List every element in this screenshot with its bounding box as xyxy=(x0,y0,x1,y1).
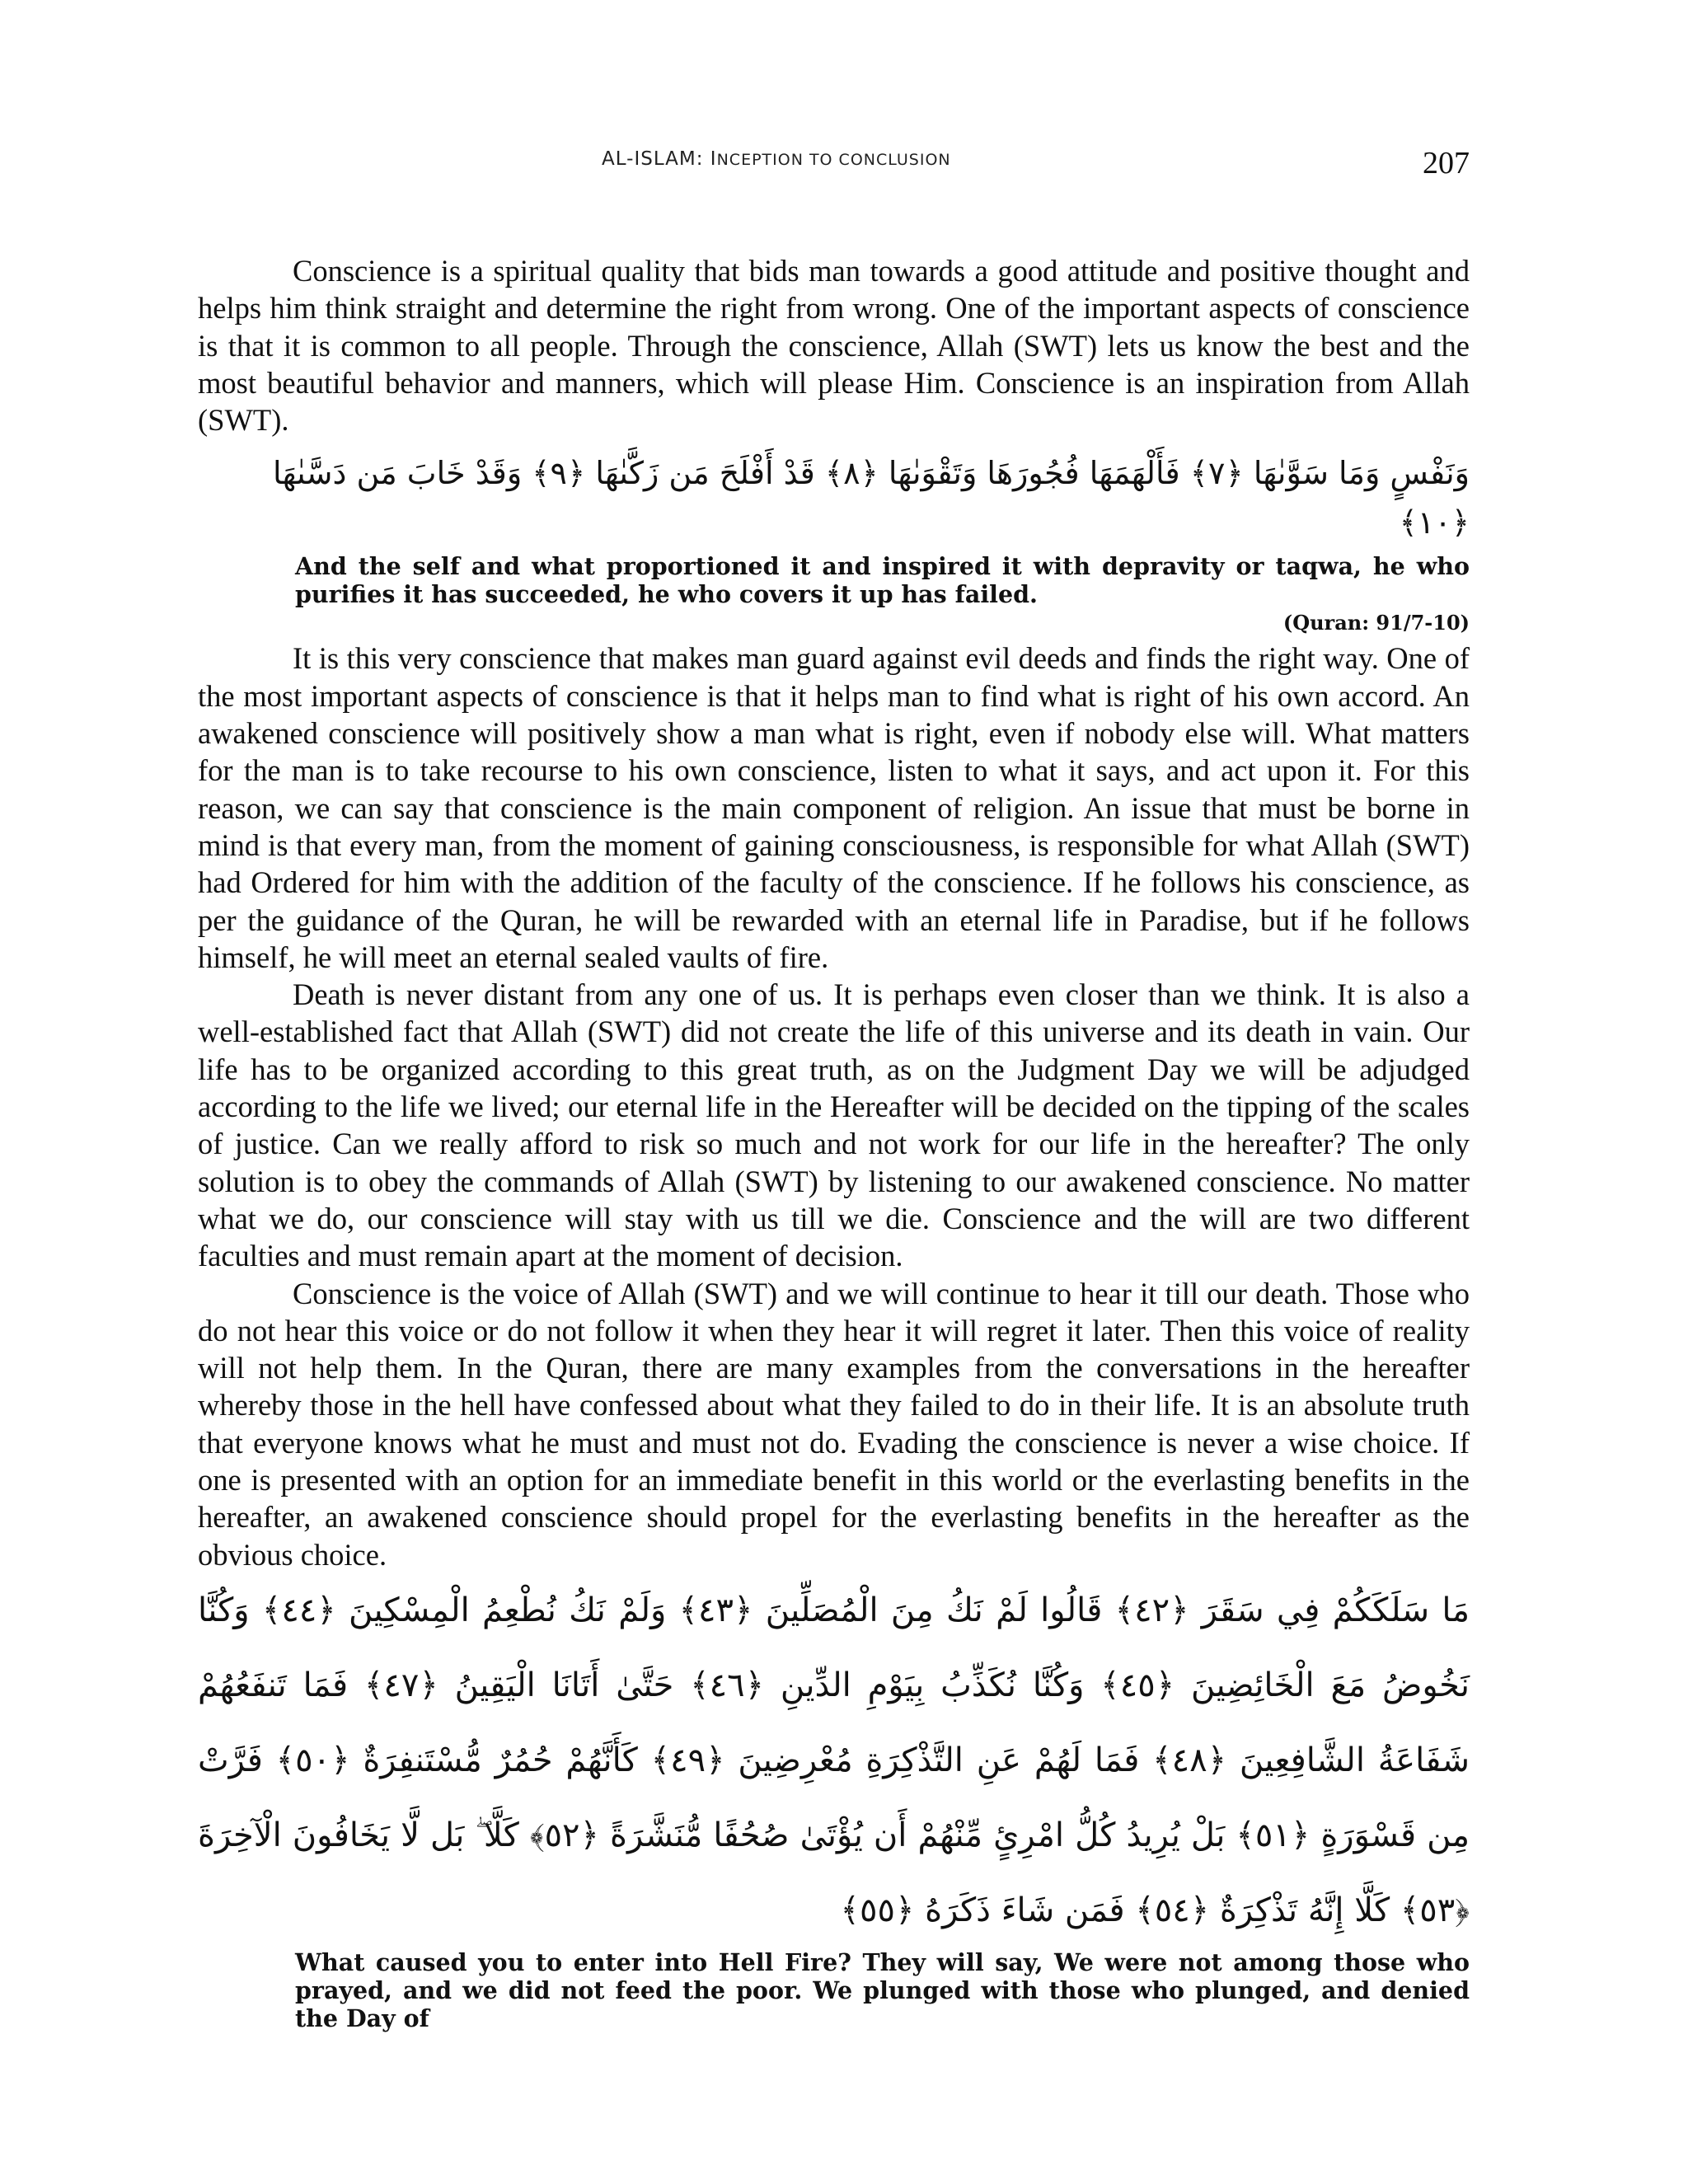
verse-translation-74: What caused you to enter into Hell Fire? They will say, We were not among those who prayed, and we did not feed the poor. We plunged with those who plunged, and denied the Day of xyxy=(295,1947,1470,2032)
running-title-rest: NCEPTION TO CONCLUSION xyxy=(716,151,951,169)
running-title xyxy=(602,148,951,170)
page-number: 207 xyxy=(1423,146,1470,180)
running-title-lead: AL-ISLAM: I xyxy=(602,148,717,170)
paragraph-3: Death is never distant from any one of us. It is perhaps even closer than we think. It is also a well-established fact that Allah (SWT) did not create the life of this universe and its death in vain. Our life has to be organized according to this great truth, as on the Judgment Day we will be adjudged according to the life we lived; our eternal life in the Hereafter will be decided on the tipping of the scales of justice. Can we really afford to risk so much and not work for our life in the hereafter? The only solution is to obey the commands of Allah (SWT) by listening to our awakened conscience. No matter what we do, our conscience will stay with us till we die. Conscience and the will are two different faculties and must remain apart at the moment of decision. xyxy=(198,977,1470,1273)
arabic-verse-91: وَنَفْسٍ وَمَا سَوَّىٰهَا ﴿٧﴾ فَأَلْهَمَهَا فُجُورَهَا وَتَقْوَىٰهَا ﴿٨﴾ قَدْ أَفْلَحَ مَن زَكَّىٰهَا ﴿٩﴾ وَقَدْ خَابَ مَن دَسَّىٰهَا ﴿١٠﴾ xyxy=(273,455,1470,541)
paragraph-1: Conscience is a spiritual quality that bids man towards a good attitude and positive thought and helps him think straight and determine the right from wrong. One of the important aspects of conscience is that it is common to all people. Through the conscience, Allah (SWT) lets us know the best and the most beautiful behavior and manners, which will please Him. Conscience is an inspiration from Allah (SWT). xyxy=(198,254,1470,438)
page-content xyxy=(198,252,1470,2032)
paragraph-2: It is this very conscience that makes man guard against evil deeds and finds the right way. One of the most important aspects of conscience is that it helps man to find what is right of his own accord. An awakened conscience will positively show a man what is right, even if nobody else will. What matters for the man is to take recourse to his own conscience, listen to what it says, and act upon it. For this reason, we can say that conscience is the main component of religion. An issue that must be borne in mind is that every man, from the moment of gaining consciousness, is responsible for what Allah (SWT) had Ordered for him with the addition of the faculty of the conscience. If he follows his conscience, as per the guidance of the Quran, he will be rewarded with an eternal life in Paradise, but if he follows himself, he will meet an eternal sealed vaults of fire. xyxy=(198,641,1470,974)
arabic-verse-74: مَا سَلَكَكُمْ فِي سَقَرَ ﴿٤٢﴾ قَالُوا لَمْ نَكُ مِنَ الْمُصَلِّينَ ﴿٤٣﴾ وَلَمْ نَكُ نُطْعِمُ الْمِسْكِينَ ﴿٤٤﴾ وَكُنَّا نَخُوضُ مَعَ الْخَائِضِينَ ﴿٤٥﴾ وَكُنَّا نُكَذِّبُ بِيَوْمِ الدِّينِ ﴿٤٦﴾ حَتَّىٰ أَتَانَا الْيَقِينُ ﴿٤٧﴾ فَمَا تَنفَعُهُمْ شَفَاعَةُ الشَّافِعِينَ ﴿٤٨﴾ فَمَا لَهُمْ عَنِ التَّذْكِرَةِ مُعْرِضِينَ ﴿٤٩﴾ كَأَنَّهُمْ حُمُرٌ مُّسْتَنفِرَةٌ ﴿٥٠﴾ فَرَّتْ مِن قَسْوَرَةٍ ﴿٥١﴾ بَلْ يُرِيدُ كُلُّ امْرِئٍ مِّنْهُمْ أَن يُؤْتَىٰ صُحُفًا مُّنَشَّرَةً ﴿٥٢﴾ كَلَّا ۖ بَل لَّا يَخَافُونَ الْآخِرَةَ ﴿٥٣﴾ كَلَّا إِنَّهُ تَذْكِرَةٌ ﴿٥٤﴾ فَمَن شَاءَ ذَكَرَهُ ﴿٥٥﴾ xyxy=(198,1591,1470,1929)
paragraph-4: Conscience is the voice of Allah (SWT) and we will continue to hear it till our death. Those who do not hear this voice or do not follow it when they hear it will regret it later. Then this voice of reality will not help them. In the Quran, there are many examples from the conversations in the hereafter whereby those in the hell have confessed about what they failed to do in their life. It is an absolute truth that everyone knows what he must and must not do. Evading the conscience is never a wise choice. If one is presented with an option for an immediate benefit in this world or the everlasting benefits in the hereafter, an awakened conscience should propel for the everlasting benefits in the hereafter as the obvious choice. xyxy=(198,1276,1470,1572)
verse-translation-91: And the self and what proportioned it and inspired it with depravity or taqwa, he who purifies it has succeeded, he who covers it up has failed. xyxy=(295,552,1470,609)
verse-reference: (Quran: 91/7-10) xyxy=(1282,611,1470,635)
page-header xyxy=(198,145,1470,194)
